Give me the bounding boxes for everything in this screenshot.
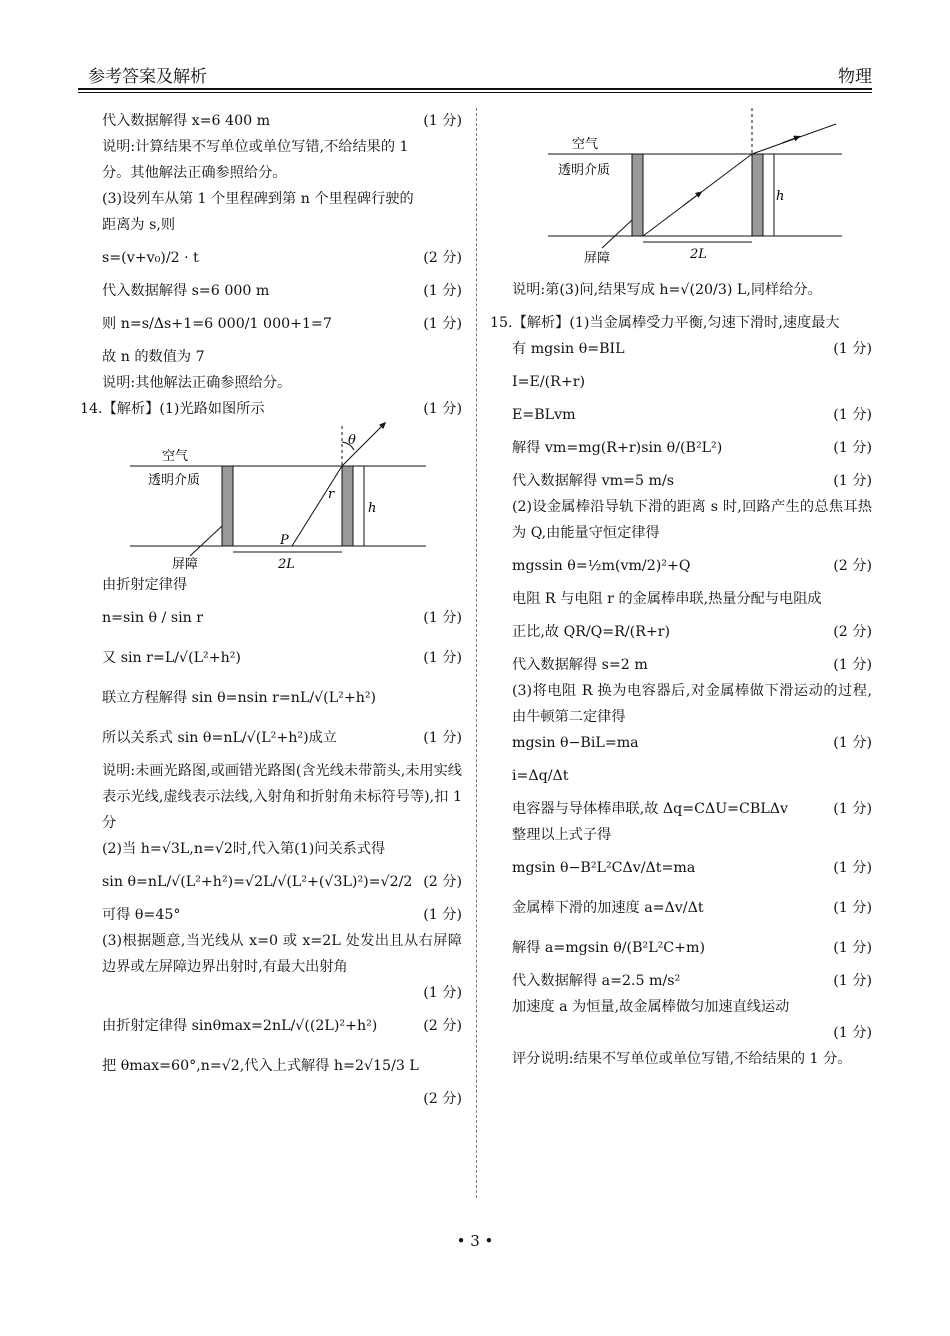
score: (2 分) — [423, 1018, 462, 1034]
label-r: r — [328, 487, 335, 502]
score: (1 分) — [833, 407, 872, 423]
score-line — [102, 1086, 462, 1112]
right-screen-bar — [752, 154, 763, 236]
equation-line: 金属棒下滑的加速度 a=Δv/Δt (1 分) — [512, 888, 872, 928]
question-14-heading: 14.【解析】(1)光路如图所示 (1 分) — [102, 396, 462, 422]
text-paragraph: (2)设金属棒沿导轨下滑的距离 s 时,回路产生的总焦耳热为 Q,由能量守恒定律得 — [512, 499, 872, 541]
score: (1 分) — [833, 473, 872, 489]
score-line — [102, 980, 462, 1006]
text-line: (2)当 h=√3L,n=√2时,代入第(1)问关系式得 — [102, 841, 386, 857]
text-line: 加速度 a 为恒量,故金属棒做匀加速直线运动 — [512, 999, 790, 1015]
page-header — [88, 58, 872, 88]
answer-line: 代入数据解得 x=6 400 m (1 分) — [102, 108, 462, 134]
note-paragraph: 说明:未画光路图,或画错光路图(含光线未带箭头,未用实线表示光线,虚线表示法线,入射角和折射角未标符号等),扣 1 分 — [102, 763, 462, 831]
equation-line: I=E/(R+r) — [512, 374, 586, 390]
left-screen-bar — [222, 466, 233, 546]
score: (1 分) — [833, 1025, 872, 1041]
score: (1 分) — [833, 440, 872, 456]
score: (2 分) — [423, 1091, 462, 1107]
light-path-figure-2 — [512, 108, 872, 270]
equation-line: 所以关系式 sin θ=nL/√(L²+h²)成立 (1 分) — [102, 718, 462, 758]
score: (1 分) — [423, 401, 462, 417]
label-h: h — [368, 501, 377, 516]
score: (2 分) — [423, 874, 462, 890]
right-screen-bar — [342, 466, 353, 546]
answer-line: 代入数据解得 s=2 m (1 分) — [512, 652, 872, 678]
page-number: • 3 • — [456, 1232, 494, 1250]
note-line: 说明:计算结果不写单位或单位写错,不给结果的 1 — [102, 139, 409, 155]
equation-line: mgssin θ=½m(vm/2)²+Q (2 分) — [512, 546, 872, 586]
equation-line: 又 sin r=L/√(L²+h²) (1 分) — [102, 638, 462, 678]
text-line: 整理以上式子得 — [512, 827, 612, 843]
score: (1 分) — [833, 973, 872, 989]
equation-line: 把 θmax=60°,n=√2,代入上式解得 h=2√15/3 L — [102, 1058, 419, 1074]
note-line: 说明:其他解法正确参照给分。 — [102, 375, 292, 391]
text-line: 距离为 s,则 — [102, 217, 176, 233]
ray-direction-arrow — [684, 193, 700, 205]
label-theta: θ — [348, 433, 356, 448]
text-line: 电容器与导体棒串联,故 Δq=CΔU=CBLΔv (1 分) — [512, 796, 872, 822]
screen-pointer-line — [190, 526, 222, 556]
text-line: (3)设列车从第 1 个里程碑到第 n 个里程碑行驶的 — [102, 191, 414, 207]
label-h: h — [776, 189, 785, 204]
note-paragraph: 评分说明:结果不写单位或单位写错,不给结果的 1 分。 — [512, 1051, 852, 1067]
equation-line: i=Δq/Δt — [512, 768, 569, 784]
note-line: 说明:第(3)问,结果写成 h=√(20/3) L,同样给分。 — [512, 282, 822, 298]
equation-line: s=(v+v₀)/2 · t (2 分) — [102, 238, 462, 278]
text-paragraph: (3)根据题意,当光线从 x=0 或 x=2L 处发出且从右屏障边界或左屏障边界出射时,有最大出射角 — [102, 933, 462, 975]
figure-2-svg — [512, 108, 872, 270]
text-line: 电阻 R 与电阻 r 的金属棒串联,热量分配与电阻成 — [512, 591, 822, 607]
score: (1 分) — [423, 316, 462, 332]
label-screen: 屏障 — [172, 557, 199, 572]
header-rule-thin — [78, 92, 872, 93]
score: (1 分) — [423, 610, 462, 626]
label-2L: 2L — [690, 247, 707, 262]
score: (2 分) — [423, 250, 462, 266]
score: (1 分) — [423, 650, 462, 666]
label-screen: 屏障 — [584, 251, 611, 266]
score: (1 分) — [833, 940, 872, 956]
equation-line: mgsin θ−BiL=ma (1 分) — [512, 730, 872, 756]
score: (1 分) — [833, 801, 872, 817]
answer-line: 代入数据解得 s=6 000 m (1 分) — [102, 278, 462, 304]
label-P: P — [280, 533, 289, 548]
text-paragraph: (3)将电阻 R 换为电容器后,对金属棒做下滑运动的过程,由牛顿第二定律得 — [512, 683, 872, 725]
score: (1 分) — [423, 730, 462, 746]
label-medium: 透明介质 — [558, 163, 611, 178]
equation-line: n=sin θ / sin r (1 分) — [102, 598, 462, 638]
question-15-heading: 15.【解析】(1)当金属棒受力平衡,匀速下滑时,速度最大 — [490, 315, 840, 331]
left-screen-bar — [632, 154, 643, 236]
label-air: 空气 — [572, 137, 599, 152]
equation-line: 解得 a=mgsin θ/(B²L²C+m) (1 分) — [512, 928, 872, 968]
column-divider — [476, 108, 477, 1198]
emerging-arrow — [782, 137, 798, 143]
answer-line: 代入数据解得 vm=5 m/s (1 分) — [512, 468, 872, 494]
equation-line: sin θ=nL/√(L²+h²)=√2L/√(L²+(√3L)²)=√2/2 (2 分) — [102, 862, 462, 902]
refracted-ray — [292, 466, 342, 546]
label-2L: 2L — [278, 557, 295, 572]
equation-line: 正比,故 QR/Q=R/(R+r) (2 分) — [512, 612, 872, 652]
label-air: 空气 — [162, 449, 189, 464]
light-path-figure-1 — [102, 422, 462, 572]
answer-line: 代入数据解得 a=2.5 m/s² (1 分) — [512, 968, 872, 994]
header-subject: 物理 — [838, 67, 872, 87]
figure-1-svg — [102, 422, 462, 572]
left-column — [80, 108, 462, 1112]
equation-line: 由折射定律得 sinθmax=2nL/√((2L)²+h²) (2 分) — [102, 1006, 462, 1046]
score: (1 分) — [423, 283, 462, 299]
score: (1 分) — [833, 341, 872, 357]
note-line: 分。其他解法正确参照给分。 — [102, 165, 287, 181]
score: (1 分) — [423, 907, 462, 923]
header-rule-thick — [78, 88, 872, 90]
equation-line: 联立方程解得 sin θ=nsin r=nL/√(L²+h²) — [102, 690, 377, 706]
score: (1 分) — [423, 113, 462, 129]
equation-line: 有 mgsin θ=BIL (1 分) — [512, 336, 872, 362]
label-medium: 透明介质 — [148, 473, 201, 488]
equation-line: mgsin θ−B²L²CΔv/Δt=ma (1 分) — [512, 848, 872, 888]
equation-line: E=BLvm (1 分) — [512, 402, 872, 428]
score: (1 分) — [833, 860, 872, 876]
score: (1 分) — [423, 985, 462, 1001]
score: (1 分) — [833, 657, 872, 673]
header-title: 参考答案及解析 — [88, 67, 207, 87]
equation-line: 解得 vm=mg(R+r)sin θ/(B²L²) (1 分) — [512, 428, 872, 468]
text-line: 故 n 的数值为 7 — [102, 349, 205, 365]
screen-pointer-line — [602, 220, 632, 248]
right-column — [490, 108, 872, 1072]
score: (1 分) — [833, 735, 872, 751]
equation-line: 则 n=s/Δs+1=6 000/1 000+1=7 (1 分) — [102, 304, 462, 344]
score-line — [512, 1020, 872, 1046]
score: (2 分) — [833, 558, 872, 574]
score: (1 分) — [833, 900, 872, 916]
text-line: 由折射定律得 — [102, 577, 188, 593]
score: (2 分) — [833, 624, 872, 640]
answer-line: 可得 θ=45° (1 分) — [102, 902, 462, 928]
